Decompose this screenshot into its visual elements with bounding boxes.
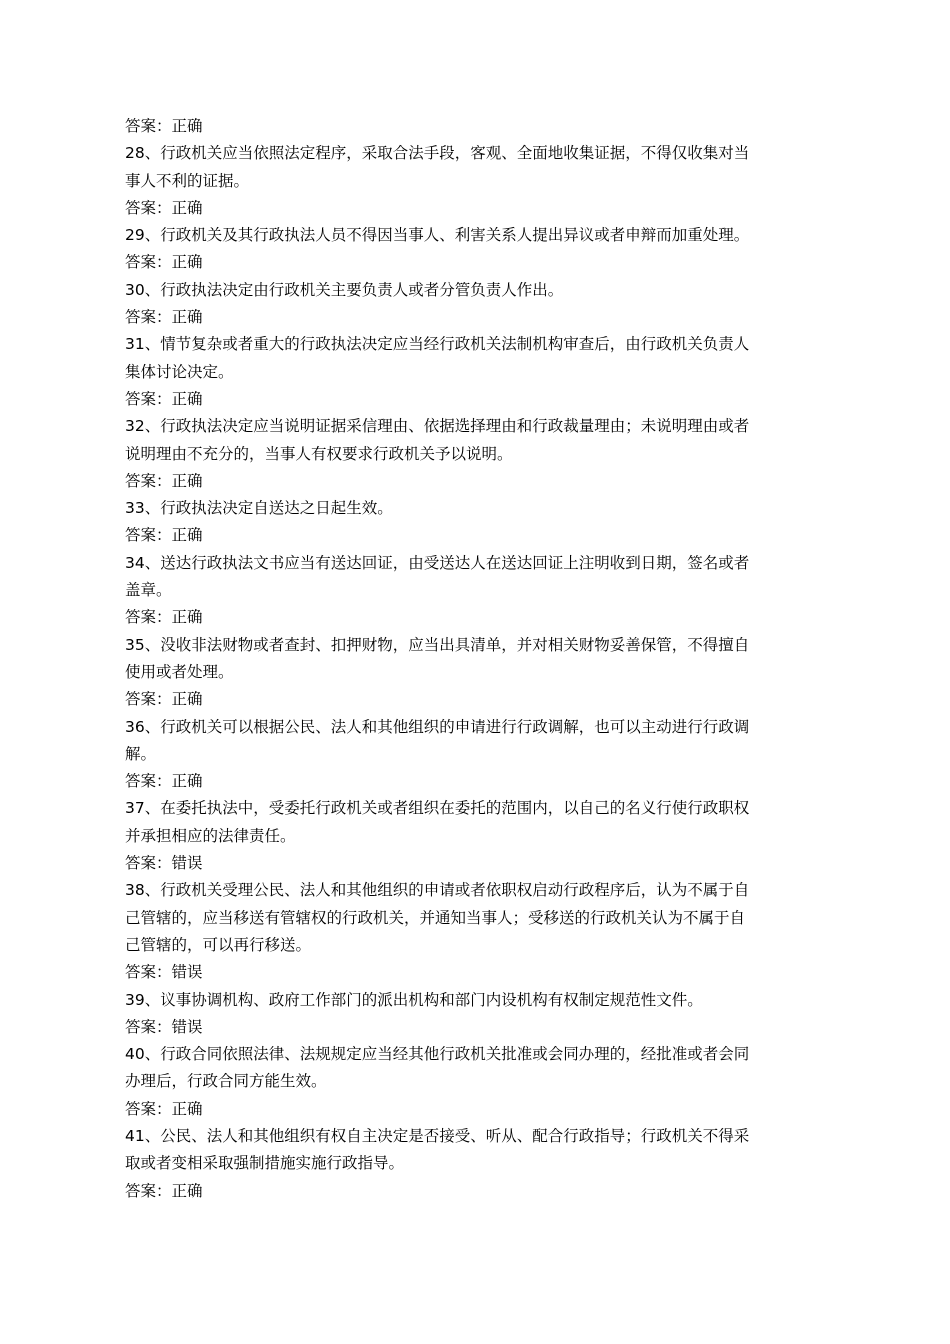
question-line: 35、没收非法财物或者查封、扣押财物，应当出具清单，并对相关财物妥善保管，不得擅自 bbox=[125, 635, 750, 654]
question-line: 并承担相应的法律责任。 bbox=[125, 826, 296, 845]
question-line: 己管辖的，应当移送有管辖权的行政机关，并通知当事人；受移送的行政机关认为不属于自 bbox=[125, 908, 746, 927]
answer-line: 答案：正确 bbox=[125, 690, 203, 709]
answer-line: 答案：正确 bbox=[125, 253, 203, 272]
answer-line: 答案：正确 bbox=[125, 526, 203, 545]
answer-line: 答案：正确 bbox=[125, 308, 203, 327]
answer-line: 答案：正确 bbox=[125, 117, 203, 135]
question-line: 39、议事协调机构、政府工作部门的派出机构和部门内设机构有权制定规范性文件。 bbox=[125, 990, 703, 1009]
question-line: 29、行政机关及其行政执法人员不得因当事人、利害关系人提出异议或者申辩而加重处理。 bbox=[125, 226, 750, 245]
question-line: 40、行政合同依照法律、法规规定应当经其他行政机关批准或会同办理的，经批准或者会同 bbox=[125, 1045, 750, 1064]
question-line: 37、在委托执法中，受委托行政机关或者组织在委托的范围内，以自己的名义行使行政职权 bbox=[125, 799, 750, 818]
question-line: 34、送达行政执法文书应当有送达回证，由受送达人在送达回证上注明收到日期，签名或者 bbox=[125, 553, 750, 572]
question-line: 使用或者处理。 bbox=[125, 662, 234, 681]
answer-line: 答案：正确 bbox=[125, 198, 203, 217]
question-line: 集体讨论决定。 bbox=[125, 362, 234, 381]
answer-line: 答案：正确 bbox=[125, 772, 203, 791]
question-line: 盖章。 bbox=[125, 581, 172, 600]
answer-line: 答案：正确 bbox=[125, 1181, 203, 1200]
question-line: 办理后，行政合同方能生效。 bbox=[125, 1072, 327, 1091]
question-line: 说明理由不充分的，当事人有权要求行政机关予以说明。 bbox=[125, 444, 513, 463]
question-line: 38、行政机关受理公民、法人和其他组织的申请或者依职权启动行政程序后，认为不属于自 bbox=[125, 881, 750, 900]
answer-line: 答案：错误 bbox=[125, 854, 203, 873]
question-line: 30、行政执法决定由行政机关主要负责人或者分管负责人作出。 bbox=[125, 280, 564, 299]
answer-line: 答案：正确 bbox=[125, 1099, 203, 1118]
question-line: 28、行政机关应当依照法定程序，采取合法手段，客观、全面地收集证据，不得仅收集对当 bbox=[125, 144, 750, 163]
question-line: 己管辖的，可以再行移送。 bbox=[125, 935, 312, 954]
question-line: 事人不利的证据。 bbox=[125, 171, 250, 190]
question-line: 33、行政执法决定自送达之日起生效。 bbox=[125, 499, 393, 518]
answer-line: 答案：错误 bbox=[125, 963, 203, 982]
question-line: 36、行政机关可以根据公民、法人和其他组织的申请进行行政调解，也可以主动进行行政调 bbox=[125, 717, 750, 736]
answer-line: 答案：错误 bbox=[125, 1017, 203, 1036]
answer-line: 答案：正确 bbox=[125, 389, 203, 408]
question-line: 解。 bbox=[125, 744, 157, 763]
question-line: 31、情节复杂或者重大的行政执法决定应当经行政机关法制机构审查后，由行政机关负责人 bbox=[125, 335, 750, 354]
question-line: 32、行政执法决定应当说明证据采信理由、依据选择理由和行政裁量理由；未说明理由或者 bbox=[125, 417, 750, 436]
answer-line: 答案：正确 bbox=[125, 608, 203, 627]
question-line: 41、公民、法人和其他组织有权自主决定是否接受、听从、配合行政指导；行政机关不得采 bbox=[125, 1126, 750, 1145]
answer-line: 答案：正确 bbox=[125, 471, 203, 490]
question-line: 取或者变相采取强制措施实施行政指导。 bbox=[125, 1154, 405, 1173]
document-page bbox=[125, 113, 830, 1205]
